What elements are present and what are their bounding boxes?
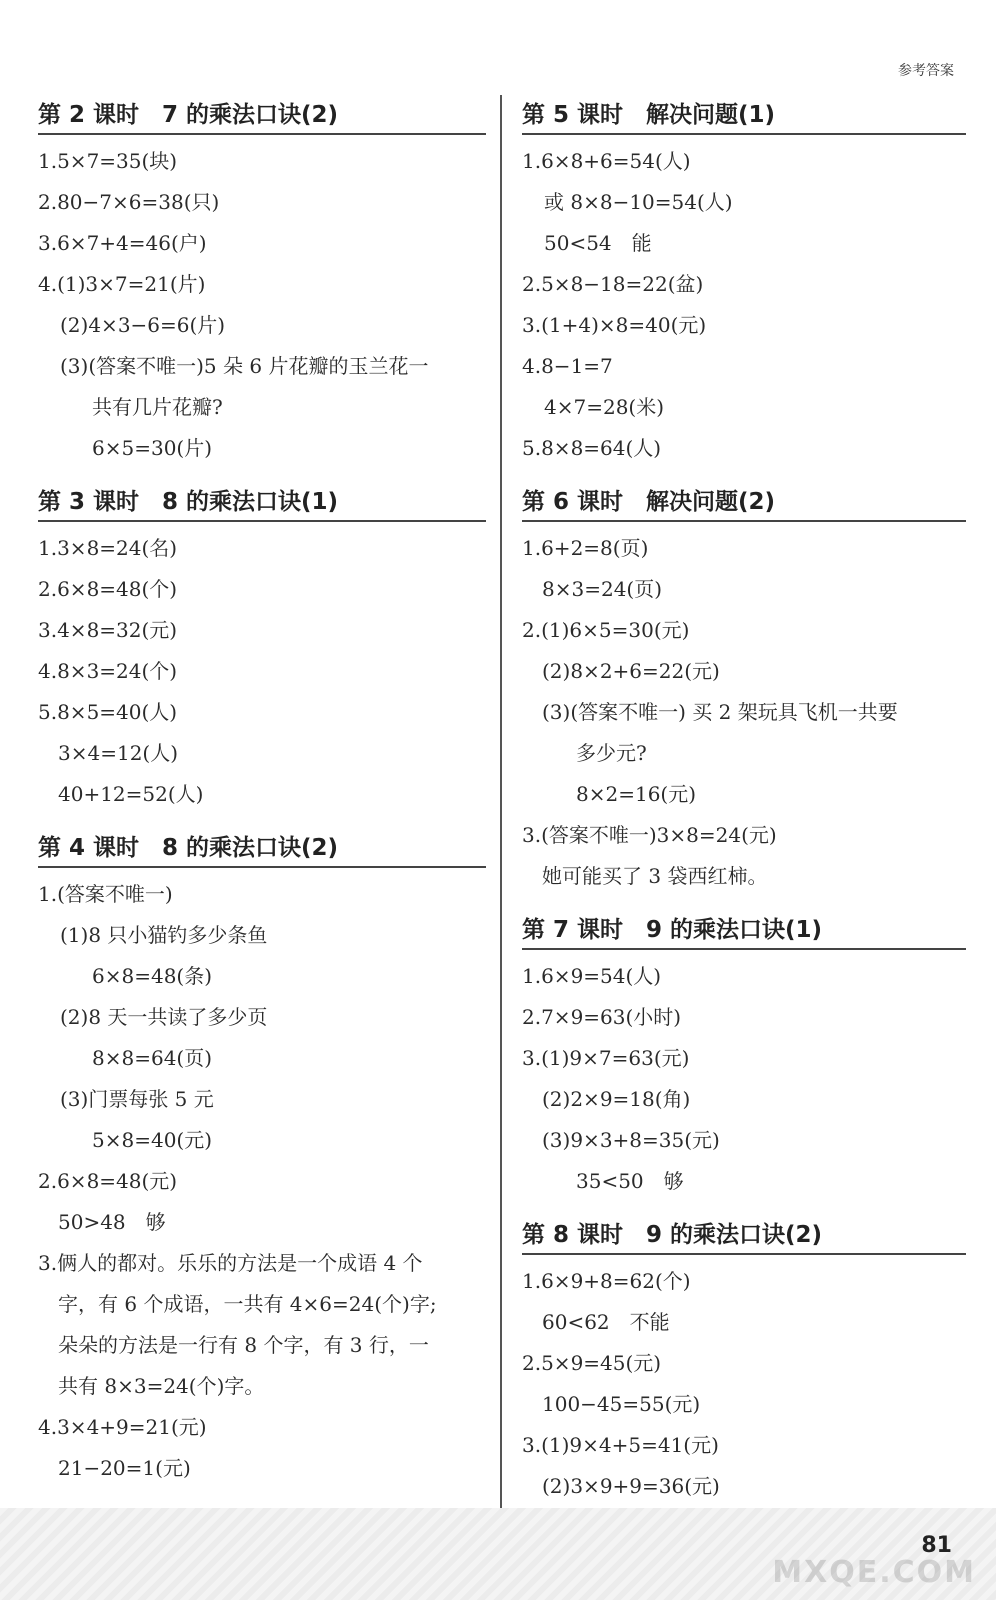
answer-line: 8×3=24(页)	[542, 577, 663, 601]
answer-line: 6×5=30(片)	[92, 436, 213, 460]
column-divider	[500, 95, 502, 1515]
answer-line: (2)8 天一共读了多少页	[60, 1005, 268, 1029]
section-lesson-6	[522, 483, 966, 897]
answer-line: 3.(1)9×7=63(元)	[522, 1046, 690, 1070]
answer-line: 60<62 不能	[542, 1310, 670, 1334]
answer-line: 4×7=28(米)	[544, 395, 665, 419]
answer-line: 1.6×9+8=62(个)	[522, 1269, 691, 1293]
answer-line: 3.俩人的都对。乐乐的方法是一个成语 4 个	[38, 1251, 423, 1275]
answer-line: 2.5×8−18=22(盆)	[522, 272, 704, 296]
answer-line: 4.3×4+9=21(元)	[38, 1415, 207, 1439]
answer-line: (3)(答案不唯一)5 朵 6 片花瓣的玉兰花一	[60, 354, 429, 378]
section-lesson-7	[522, 911, 966, 1202]
watermark-logo: MXQE.COM	[772, 1555, 976, 1590]
header-title: 参考答案	[898, 63, 954, 79]
answer-line: 50>48 够	[58, 1210, 166, 1234]
answer-line: 35<50 够	[576, 1169, 684, 1193]
section-title: 第 3 课时 8 的乘法口诀(1)	[38, 483, 486, 522]
answer-line: 或 8×8−10=54(人)	[544, 190, 733, 214]
answer-line: (2)3×9+9=36(元)	[542, 1474, 720, 1498]
answer-line: 她可能买了 3 袋西红柿。	[542, 864, 768, 888]
answer-line: 5.8×8=64(人)	[522, 436, 662, 460]
answer-line: (2)8×2+6=22(元)	[542, 659, 720, 683]
answer-line: (3)(答案不唯一) 买 2 架玩具飞机一共要	[542, 700, 898, 724]
answer-line: 多少元?	[576, 741, 647, 765]
answer-line: 40+12=52(人)	[58, 782, 204, 806]
answer-line: 朵朵的方法是一行有 8 个字，有 3 行，一	[58, 1333, 429, 1357]
answer-line: 2.(1)6×5=30(元)	[522, 618, 690, 642]
answer-line: 3.(1)9×4+5=41(元)	[522, 1433, 719, 1457]
answer-line: 3.(答案不唯一)3×8=24(元)	[522, 823, 777, 847]
answer-line: 50<54 能	[544, 231, 652, 255]
section-lesson-5	[522, 96, 966, 469]
section-lesson-2	[38, 96, 486, 469]
answer-line: (3)9×3+8=35(元)	[542, 1128, 720, 1152]
section-lesson-3	[38, 483, 486, 815]
answer-line: 4.(1)3×7=21(片)	[38, 272, 206, 296]
answer-line: 6×8=48(条)	[92, 964, 213, 988]
answer-line: 3×4=12(人)	[58, 741, 179, 765]
answer-line: 21−20=1(元)	[58, 1456, 191, 1480]
section-title: 第 8 课时 9 的乘法口诀(2)	[522, 1216, 966, 1255]
answer-line: 5.8×5=40(人)	[38, 700, 178, 724]
answer-line: 8×2=16(元)	[576, 782, 697, 806]
answer-line: 1.6×8+6=54(人)	[522, 149, 691, 173]
answer-line: 5×8=40(元)	[92, 1128, 213, 1152]
answer-line: (3)门票每张 5 元	[60, 1087, 214, 1111]
section-lesson-8	[522, 1216, 966, 1507]
section-title: 第 2 课时 7 的乘法口诀(2)	[38, 96, 486, 135]
answer-line: 1.6×9=54(人)	[522, 964, 662, 988]
answer-line: 共有 8×3=24(个)字。	[58, 1374, 265, 1398]
answer-line: 8×8=64(页)	[92, 1046, 213, 1070]
answer-line: 2.7×9=63(小时)	[522, 1005, 682, 1029]
answer-line: (1)8 只小猫钓多少条鱼	[60, 923, 268, 947]
answer-line: 2.6×8=48(个)	[38, 577, 178, 601]
answer-line: 字，有 6 个成语，一共有 4×6=24(个)字;	[58, 1292, 437, 1316]
answer-line: (2)4×3−6=6(片)	[60, 313, 226, 337]
answer-line: 1.6+2=8(页)	[522, 536, 649, 560]
answer-line: 共有几片花瓣?	[92, 395, 223, 419]
answer-line: 2.80−7×6=38(只)	[38, 190, 220, 214]
section-title: 第 7 课时 9 的乘法口诀(1)	[522, 911, 966, 950]
answer-line: 1.(答案不唯一)	[38, 882, 173, 906]
answer-line: 100−45=55(元)	[542, 1392, 701, 1416]
answer-line: (2)2×9=18(角)	[542, 1087, 691, 1111]
section-lesson-4	[38, 829, 486, 1489]
answer-line: 1.5×7=35(块)	[38, 149, 178, 173]
answer-line: 2.6×8=48(元)	[38, 1169, 178, 1193]
section-title: 第 4 课时 8 的乘法口诀(2)	[38, 829, 486, 868]
page-number: 81	[921, 1533, 952, 1558]
answer-line: 3.6×7+4=46(户)	[38, 231, 207, 255]
right-column	[522, 96, 966, 1521]
answer-line: 3.4×8=32(元)	[38, 618, 178, 642]
answer-line: 1.3×8=24(名)	[38, 536, 178, 560]
section-title: 第 6 课时 解决问题(2)	[522, 483, 966, 522]
left-column	[38, 96, 486, 1503]
answer-line: 4.8−1=7	[522, 354, 613, 378]
section-title: 第 5 课时 解决问题(1)	[522, 96, 966, 135]
answer-line: 2.5×9=45(元)	[522, 1351, 662, 1375]
answer-line: 3.(1+4)×8=40(元)	[522, 313, 707, 337]
answer-line: 4.8×3=24(个)	[38, 659, 178, 683]
